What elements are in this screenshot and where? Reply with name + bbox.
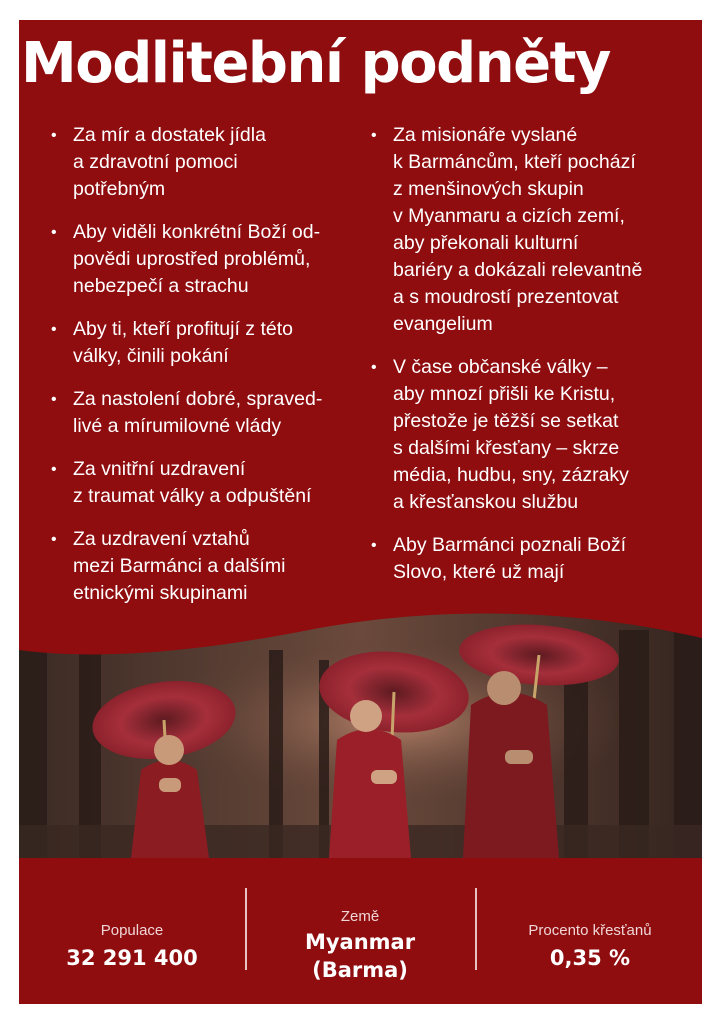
population-stat — [19, 858, 245, 1004]
page-title: Modlitební podněty — [21, 31, 610, 96]
bullet-icon: • — [371, 127, 377, 144]
prayer-list-right — [371, 122, 671, 602]
bullet-icon: • — [51, 127, 57, 144]
monks-photo — [19, 610, 702, 858]
prayer-poster — [19, 20, 702, 1004]
list-item: • Za misionáře vyslané k Barmáncům, kteří pochází z menšinových skupin v Myanmaru a cizích zemí, aby překonali kulturní bariéry a dokázali relevantně a s moudrostí prezentovat evangelium — [371, 124, 643, 335]
country-value: Myanmar (Barma) — [304, 930, 416, 982]
bullet-icon: • — [51, 391, 57, 408]
bullet-icon: • — [371, 537, 377, 554]
bullet-icon: • — [51, 321, 57, 338]
list-item: • Aby viděli konkrétní Boží od- povědi uprostřed problémů, nebezpečí a strachu — [51, 221, 321, 297]
bullet-icon: • — [51, 461, 57, 478]
list-item: • V čase občanské války – aby mnozí přišli ke Kristu, přestože je těžší se setkat s dalšími křesťany – skrze média, hudbu, sny, zázraky a křesťanskou službu — [371, 356, 629, 513]
christians-value: 0,35 % — [549, 946, 631, 970]
country-stats — [19, 858, 702, 1004]
list-item: • Za nastolení dobré, spraved- livé a mírumilovné vlády — [51, 388, 323, 437]
country-label: Země — [340, 908, 380, 925]
list-item: • Za uzdravení vztahů mezi Barmánci a dalšími etnickými skupinami — [51, 528, 286, 604]
christians-label: Procento křesťanů — [528, 922, 652, 939]
christians-stat — [477, 858, 702, 1004]
country-stat — [247, 858, 473, 1004]
bullet-icon: • — [371, 359, 377, 376]
list-item: • Aby Barmánci poznali Boží Slovo, které už mají — [371, 534, 627, 583]
bullet-icon: • — [51, 224, 57, 241]
population-value: 32 291 400 — [66, 946, 198, 970]
list-item: • Za mír a dostatek jídla a zdravotní pomoci potřebným — [51, 124, 266, 200]
prayer-list-left — [51, 122, 351, 650]
list-item: • Za vnitřní uzdravení z traumat války a odpuštění — [51, 458, 312, 507]
population-label: Populace — [100, 922, 164, 939]
bullet-icon: • — [51, 531, 57, 548]
list-item: • Aby ti, kteří profitují z této války, činili pokání — [51, 318, 294, 367]
